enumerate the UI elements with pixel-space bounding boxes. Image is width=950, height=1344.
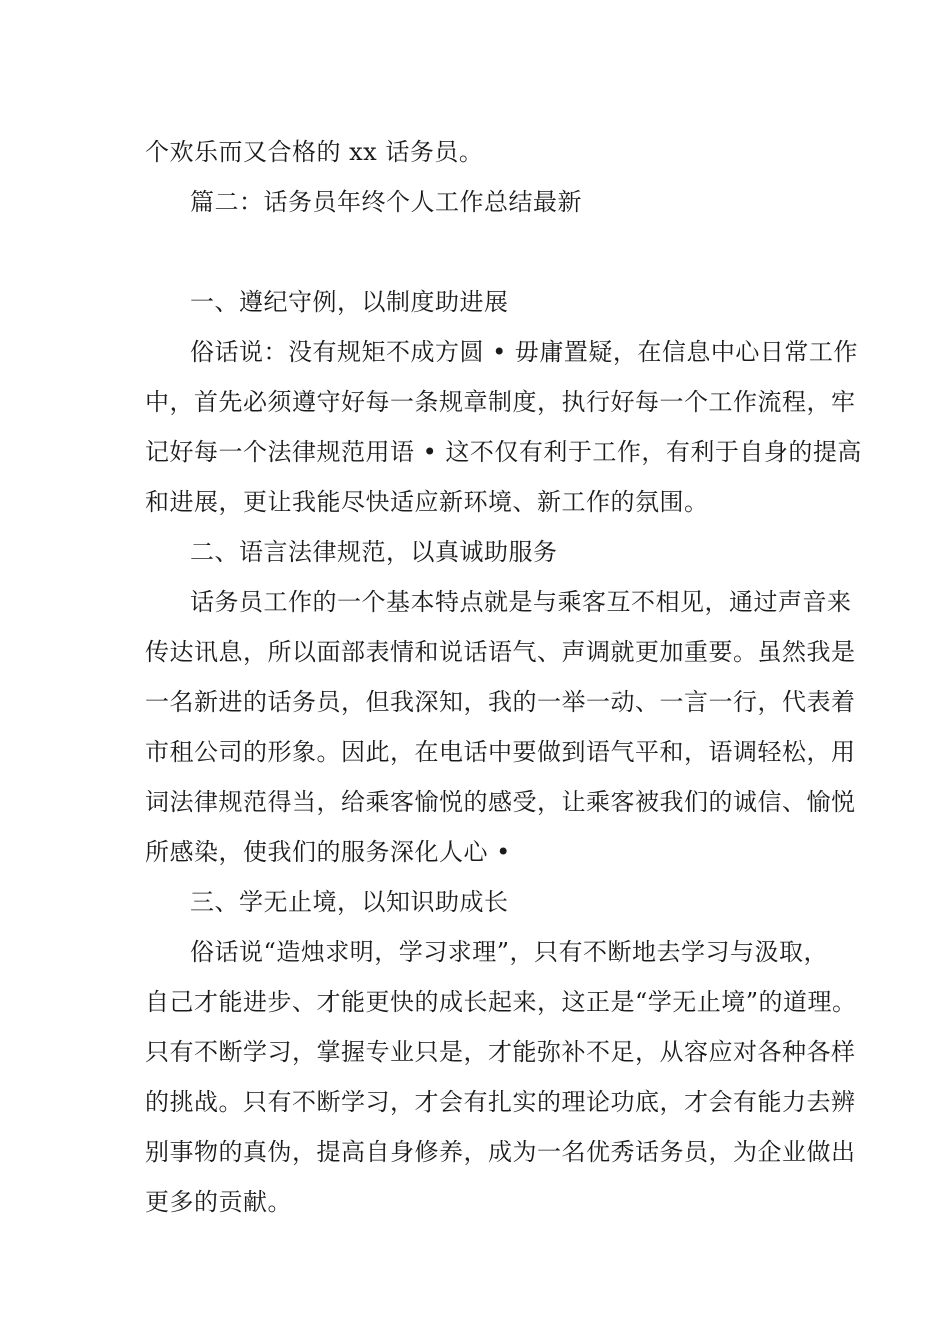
- section-title: 篇二：话务员年终个人工作总结最新: [190, 188, 582, 216]
- paragraph-line: 中，首先必须遵守好每一条规章制度，执行好每一个工作流程，牢: [145, 388, 856, 416]
- paragraph-line: 俗话说“造烛求明，学习求理”，只有不断地去学习与汲取，: [190, 938, 829, 966]
- paragraph-line: 自己才能进步、才能更快的成长起来，这正是“学无止境”的道理。: [145, 988, 857, 1016]
- paragraph-line: 别事物的真伪，提高自身修养，成为一名优秀话务员，为企业做出: [145, 1138, 856, 1166]
- section-heading: 一、遵纪守例，以制度助进展: [190, 288, 509, 316]
- paragraph-line: 只有不断学习，掌握专业只是，才能弥补不足，从容应对各种各样: [145, 1038, 856, 1066]
- paragraph-line: 俗话说：没有规矩不成方圆 • 毋庸置疑，在信息中心日常工作: [190, 338, 858, 366]
- paragraph-line: 传达讯息，所以面部表情和说话语气、声调就更加重要。虽然我是: [145, 638, 856, 666]
- paragraph-line: 记好每一个法律规范用语 • 这不仅有利于工作，有利于自身的提高: [145, 438, 862, 466]
- paragraph-line: 词法律规范得当，给乘客愉悦的感受，让乘客被我们的诚信、愉悦: [145, 788, 856, 816]
- paragraph-line: 话务员工作的一个基本特点就是与乘客互不相见，通过声音来: [190, 588, 852, 616]
- paragraph-line: 个欢乐而又合格的 xx 话务员。: [145, 138, 484, 166]
- paragraph-line: 更多的贡献。: [145, 1188, 292, 1216]
- paragraph-line: 市租公司的形象。因此，在电话中要做到语气平和，语调轻松，用: [145, 738, 856, 766]
- paragraph-line: 和进展，更让我能尽快适应新环境、新工作的氛围。: [145, 488, 709, 516]
- section-heading: 三、学无止境，以知识助成长: [190, 888, 509, 916]
- section-heading: 二、语言法律规范，以真诚助服务: [190, 538, 558, 566]
- paragraph-line: 所感染，使我们的服务深化人心 •: [145, 838, 511, 866]
- paragraph-line: 一名新进的话务员，但我深知，我的一举一动、一言一行，代表着: [145, 688, 856, 716]
- paragraph-line: 的挑战。只有不断学习，才会有扎实的理论功底，才会有能力去辨: [145, 1088, 856, 1116]
